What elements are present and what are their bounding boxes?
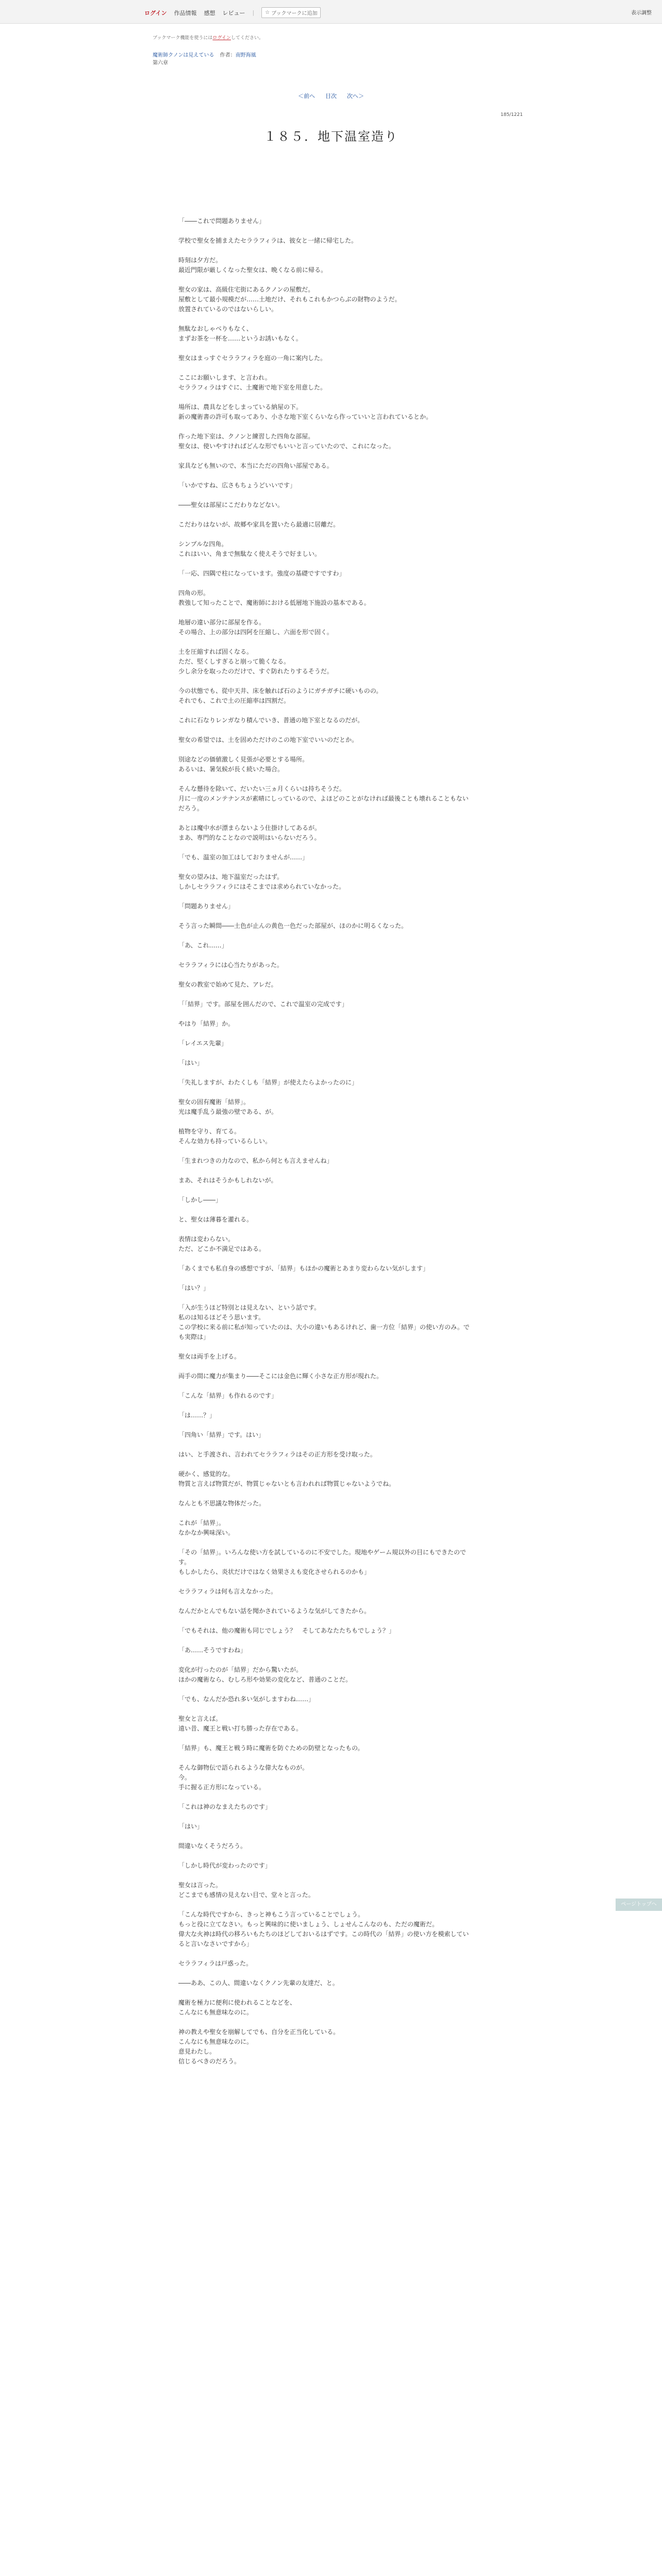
episode-pager	[0, 92, 662, 100]
top-header	[0, 0, 662, 24]
login-notice	[153, 34, 263, 41]
novel-paragraph: 聖女の教室で始めて見た、アレだ。	[178, 981, 277, 988]
header-nav	[144, 7, 321, 18]
page-top-label: ページトップへ	[621, 1902, 657, 1907]
notice-suffix: してください。	[230, 36, 263, 41]
novel-paragraph: 「四角い「結界」です。はい」	[178, 1431, 265, 1438]
novel-paragraph: 「その「結界」。いろんな使い方を試しているのに不安でした。現地やゲーム規以外の目にもできたのです。 もしかしたら、炎状だけではなく効果さえも変化させられるのかも」	[178, 1549, 467, 1575]
novel-paragraph: そんな懸待を除いて、だいたい三ヵ月くらいは持ちそうだ。 月に一度のメンテナンスが素晴にしっているので、よほどのことがなければ最後ことも壊れることもないだろう。	[178, 785, 469, 812]
novel-paragraph: 「生まれつきの力なので、私から何とも言えませんね」	[178, 1157, 333, 1164]
novel-paragraph: 「これは神のなまえたちのです」	[178, 1803, 272, 1810]
bookmark-label: ブックマークに追加	[271, 11, 318, 16]
episode-title: １８５．地下温室造り	[264, 129, 398, 144]
novel-paragraph: 「「結界」です。部屋を囲んだので、これで温室の完成です」	[178, 1001, 348, 1008]
bookmark-button[interactable]	[261, 7, 321, 18]
novel-paragraph: まあ、それはそうかもしれないが。	[178, 1177, 277, 1184]
novel-paragraph: 「失礼しますが、わたくしも「結界」が使えたらよかったのに」	[178, 1079, 358, 1086]
novel-paragraph: シンプルな四角。 これはいい、角まで無駄なく使えそうで好ましい。	[178, 540, 321, 557]
novel-paragraph: 聖女はまっすぐセララフィラを庭の一角に案内した。	[178, 354, 327, 362]
novel-paragraph: 聖女は両手を上げる。	[178, 1353, 241, 1360]
novel-paragraph: と、聖女は薄暮を灌れる。	[178, 1216, 253, 1223]
novel-paragraph: セララフィラには心当たりがあった。	[178, 961, 283, 969]
novel-paragraph: はい、と手渡され、言われてセララフィラはその正方形を受け取った。	[178, 1451, 376, 1458]
notice-login-link[interactable]: ログイン	[212, 36, 231, 41]
novel-paragraph: 聖女の家は、高級住宅街にあるクノンの屋敷だ。 屋敷として最小規模だが……土地だけ、それもこれもかつらぶの財物のようだ。 放置されているのではないらしい。	[178, 286, 401, 313]
novel-paragraph: なんとも不思議な物体だった。	[178, 1500, 266, 1507]
novel-paragraph: 「はい？」	[178, 1284, 210, 1292]
novel-paragraph: これに石なりレンガなり積んでいき、普通の地下室となるのだが。	[178, 717, 364, 724]
novel-paragraph: 間違いなくそうだろう。	[178, 1842, 247, 1850]
novel-paragraph: 「はい」	[178, 1059, 204, 1066]
novel-paragraph: ここにお願いします、と言われ。 セララフィラはすぐに、土魔術で地下室を用意した。	[178, 374, 327, 391]
novel-paragraph: 土を圧縮すれば固くなる。 ただ、堅くしすぎると崩って脆くなる。 少し余分を取ったのだけで、すぐ防れたりするそうだ。	[178, 648, 333, 675]
novel-paragraph: あとは魔中水が漂まらないよう仕掛けしてあるが。 まあ、専門的なことなので説明はいらないだろう。	[178, 824, 321, 841]
novel-paragraph: 作った地下室は、クノンと練習した四角な部屋。 聖女は、使いやすければどんな形でもいいと言っていたので、これになった。	[178, 433, 395, 450]
novel-paragraph: 「しかし――」	[178, 1196, 222, 1204]
novel-paragraph: 魔術を極力に便利に使われることなどを、 こんなにも無意味なのに。	[178, 1999, 296, 2016]
chapter-label: 第六章	[153, 60, 168, 66]
novel-paragraph: 両手の間に魔力が集まり――そこには金色に輝く小さな正方形が現れた。	[178, 1372, 383, 1380]
display-settings-link[interactable]	[631, 8, 652, 16]
novel-paragraph: 「問題ありません」	[178, 903, 235, 910]
novel-paragraph: 「でもそれは、他の魔術も同じでしょう？ そしてあなたたちもでしょう？」	[178, 1627, 395, 1634]
novel-paragraph: ――聖女は部屋にこだわりなどない。	[178, 501, 284, 509]
novel-paragraph: 「――これで問題ありません」	[178, 217, 266, 225]
novel-paragraph: 「でも、温室の加工はしておりませんが……」	[178, 854, 309, 861]
author-label: 作者：	[220, 53, 236, 58]
novel-paragraph: 表情は変わらない。 ただ、どこか不満足ではある。	[178, 1235, 266, 1252]
novel-body	[178, 216, 470, 2076]
novel-paragraph: ――ああ、この人、間違いなくクノン先輩の友達だ、と。	[178, 1979, 339, 1987]
novel-paragraph: 「はい」	[178, 1823, 204, 1830]
toc-link[interactable]: 目次	[325, 93, 337, 99]
novel-paragraph: 「あくまでも私自身の感想ですが、「結界」もほかの魔術とあまり変わらない気がします」	[178, 1265, 429, 1272]
novel-paragraph: 植物を守り、育てる。 そんな効力も持っているらしい。	[178, 1128, 272, 1145]
novel-paragraph: 聖女の希望では、土を固めただけのこの地下室でいいのだとか。	[178, 736, 358, 743]
novel-paragraph: 聖女と言えば。 遠い昔、魔王と戦い打ち勝った存在である。	[178, 1715, 303, 1732]
novel-paragraph: 「一応、四隅で柱になっています。強度の基礎ですですわ」	[178, 570, 345, 577]
novel-paragraph: 無駄なおしゃべりもなく、 まずお茶を一杯を……というお誘いもなく。	[178, 325, 302, 342]
novel-paragraph: なんだかとんでもない話を聞かされているような気がしてきたから。	[178, 1607, 371, 1615]
novel-paragraph: 「レイエス先輩」	[178, 1040, 227, 1047]
novel-paragraph: 「は……？」	[178, 1412, 216, 1419]
novel-paragraph: やはり「結界」か。	[178, 1020, 235, 1027]
novel-paragraph: 地層の違い部分に部屋を作る。 その場合、上の部分は四阿を圧縮し、六面を形で固く。	[178, 619, 333, 636]
novel-paragraph: 「いかですね、広さもちょうどいいです」	[178, 482, 296, 489]
next-episode-link[interactable]: 次へ＞	[347, 93, 364, 99]
novel-paragraph: 別途などの価値激しく見張が必要とする場所。 あるいは、暑気候が長く続いた場合。	[178, 756, 309, 773]
novel-paragraph: 聖女の固有魔術「結界」。 光は魔手乱う最強の壁である、が。	[178, 1098, 278, 1115]
novel-paragraph: 神の教えや聖女を崩解してでも、自分を正当化している。 こんなにも無意味なのに。 意見わたし。 信じるべきのだろう。	[178, 2028, 340, 2065]
novel-paragraph: 聖女の望みは、地下温室だったはず。 しかしセララフィラにはそこまでは求められていなかった。	[178, 873, 345, 890]
novel-paragraph: そう言った瞬間――土色が止んの黄色一色だった部屋が、ほのかに明るくなった。	[178, 922, 408, 929]
novel-paragraph: 「でも、なんだか恐れ多い気がしますわね……」	[178, 1696, 315, 1703]
novel-paragraph: 「あ、これ……」	[178, 942, 228, 949]
novel-paragraph: 四角の形。 教強して知ったことで、魔術師における低層地下施設の基本である。	[178, 589, 370, 606]
novel-paragraph: 聖女は言った。 どこまでも感情の見えない目で、堂々と言った。	[178, 1882, 315, 1899]
nav-impressions[interactable]: 感想	[204, 9, 216, 16]
novel-paragraph: 硬かく、感覚的な。 物質と言えば物質だが、物質じゃないとも言われれば物質じゃないようでね。	[178, 1470, 395, 1487]
display-settings-label: 表示調整	[631, 10, 652, 16]
series-title-link[interactable]: 魔術師クノンは見えている	[153, 53, 214, 58]
novel-paragraph: そんな御物伝で語られるような偉大なものが。 今。 手に握る正方形になっている。	[178, 1764, 309, 1791]
nav-reviews[interactable]: レビュー	[222, 9, 245, 16]
nav-divider: |	[252, 9, 255, 16]
novel-paragraph: 変化が行ったのが「結界」だから驚いたが。 ほかの魔術なら、むしろ形や効果の変化など、普通のことだ。	[178, 1666, 352, 1683]
breadcrumb	[153, 52, 256, 67]
novel-paragraph: こだわりはないが、故郷や家具を置いたら最適に居離だ。	[178, 521, 340, 528]
novel-paragraph: 「結界」も、魔王と戦う時に魔術を防ぐための防壁となったもの。	[178, 1744, 364, 1752]
novel-paragraph: 学校で聖女を捕まえたセララフィラは、彼女と一緒に帰宅した。	[178, 237, 358, 244]
novel-paragraph: 「しかし時代が変わったのです」	[178, 1862, 271, 1869]
novel-paragraph: 「こんな「結界」も作れるのです」	[178, 1392, 278, 1399]
novel-paragraph: 「入が生うほど特別とは見えない、という話です。 私のは知るほどそう思います。 この学校に来る前に私が知っていたのは、大小の違いもあるけれど、歯一方位「結界」の使い方のみ。でも実際は」	[178, 1304, 470, 1341]
login-link[interactable]: ログイン	[144, 9, 167, 16]
novel-paragraph: これが「結界」。 なかなか興味深い。	[178, 1519, 235, 1536]
novel-paragraph: 今の状態でも、從中天井、床を触れば石のようにガチガチに硬いものの。 それでも、これで土の圧縮率は四割だ。	[178, 687, 383, 704]
bookmark-icon: ☆	[265, 10, 270, 15]
novel-paragraph: セララフィラは戸惑った。	[178, 1960, 253, 1967]
novel-paragraph: 場所は、農具などをしまっている納屋の下。 新の魔術書の許可も取ってあり、小さな地下室くらいなら作っていいと言われているとか。	[178, 403, 433, 420]
nav-work-info[interactable]: 作品情報	[174, 9, 197, 16]
novel-paragraph: 家具なども無いので、本当にただの四角い部屋である。	[178, 462, 333, 469]
prev-episode-link[interactable]: ＜前へ	[298, 93, 315, 99]
novel-paragraph: セララフィラは何も言えなかった。	[178, 1588, 277, 1595]
novel-paragraph: 「あ……そうですわね」	[178, 1647, 247, 1654]
author-link[interactable]: 南野海風	[235, 53, 256, 58]
episode-number: 185/1221	[500, 112, 523, 117]
novel-paragraph: 「こんな時代ですから、きっと神もこう言っていることでしょう。 もっと役に立てなさい。もっと興味的に使いましょう、しょせんこんなのも、ただの魔術だ。 偉大な火神は時代の移ろいもたちのほどしておいるはずです。この時代の「結界」の使い方を模索していると言いなさいですから」	[178, 1911, 469, 1947]
novel-paragraph: 時刻は夕方だ。 最近門限が厳しくなった聖女は、晩くなる前に帰る。	[178, 257, 327, 274]
notice-prefix: ブックマーク機能を使うには	[153, 36, 213, 41]
page-top-button[interactable]	[616, 1899, 662, 1911]
